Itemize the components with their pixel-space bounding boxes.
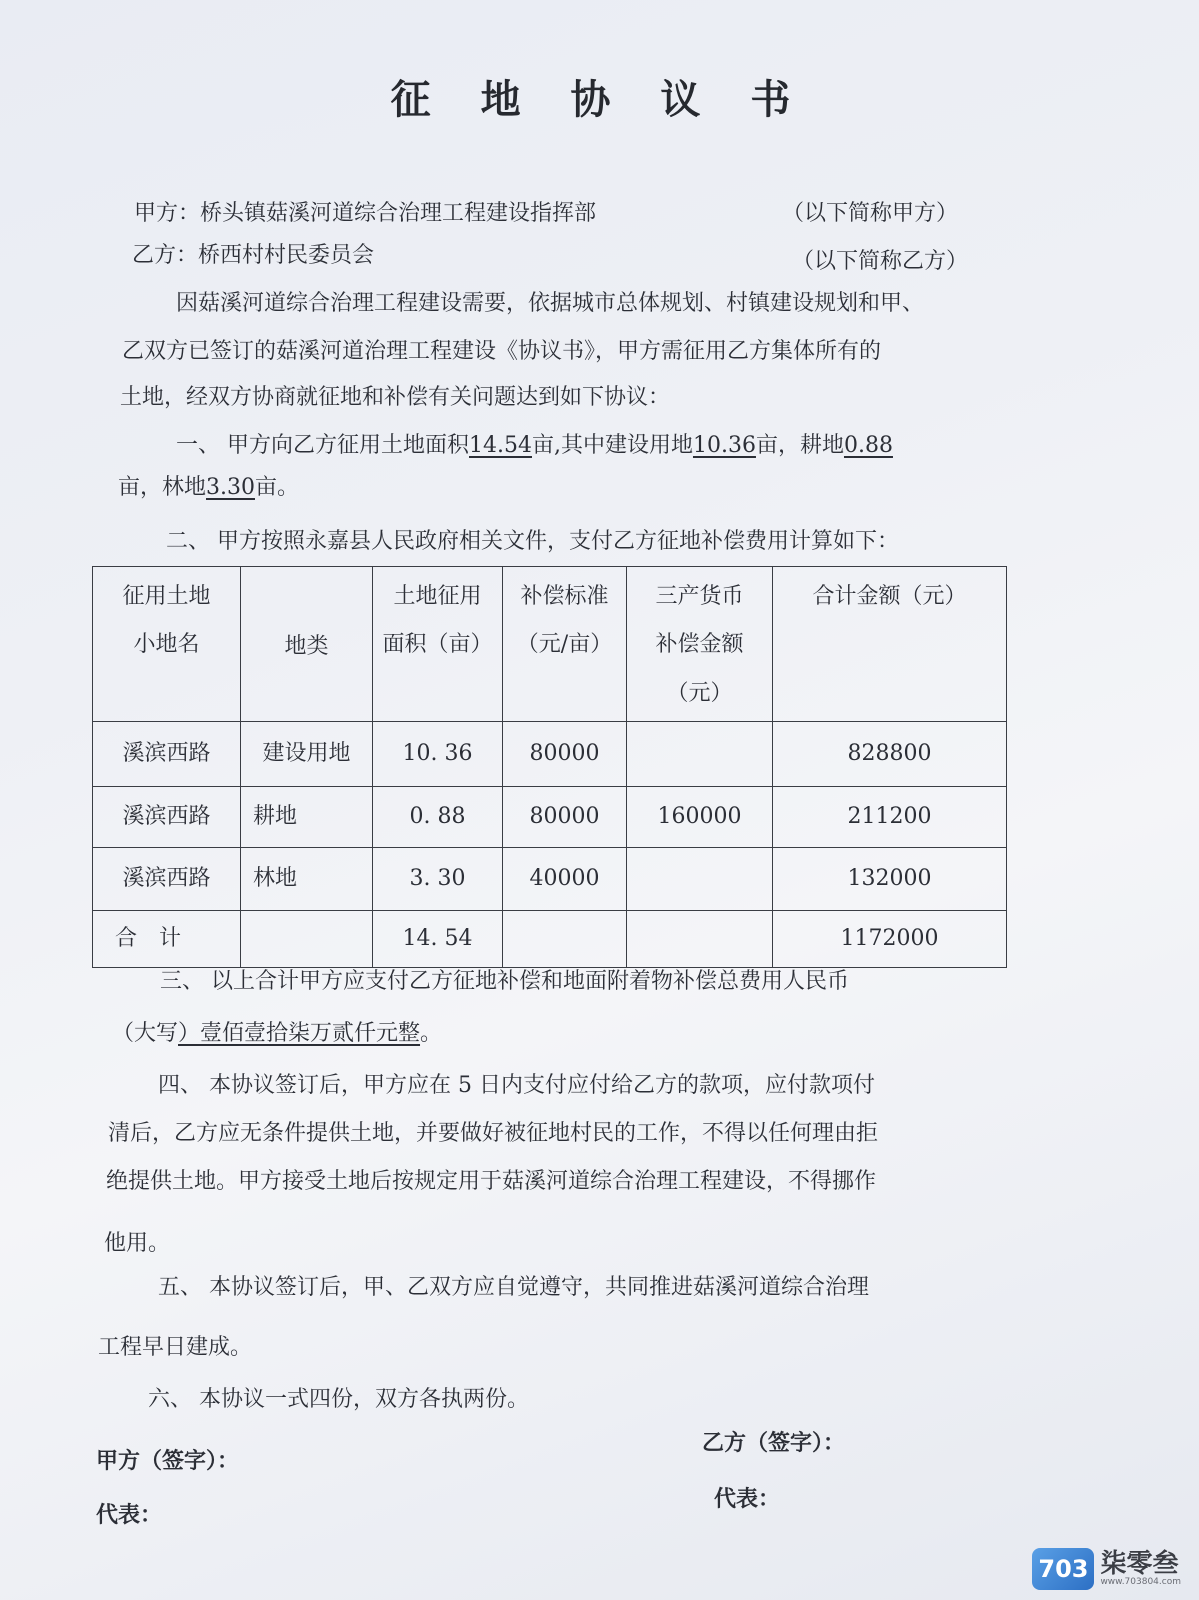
preamble-line-2: 乙双方已签订的菇溪河道治理工程建设《协议书》，甲方需征用乙方集体所有的	[122, 339, 882, 364]
party-b-representative-label: 代表：	[714, 1486, 781, 1512]
clause-4-line-3: 绝提供土地。甲方接受土地后按规定用于菇溪河道综合治理工程建设，不得挪作	[106, 1169, 877, 1194]
table-cell: 14. 54	[373, 910, 503, 967]
table-header-cell: 三产货币 补偿金额 （元）	[627, 567, 773, 722]
table-cell: 160000	[627, 786, 773, 847]
party-a-label: 甲方：	[134, 201, 201, 226]
table-header-cell: 土地征用 面积（亩）	[373, 567, 503, 722]
clause-4-line-2: 清后，乙方应无条件提供土地，并要做好被征地村民的工作，不得以任何理由拒	[108, 1121, 879, 1146]
party-b-signature-label: 乙方（签字）：	[702, 1430, 846, 1456]
table-cell: 10. 36	[373, 721, 503, 786]
table-cell: 132000	[773, 847, 1007, 910]
watermark-url: www.703804.com	[1100, 1577, 1181, 1587]
clause-5-line-2: 工程早日建成。	[98, 1335, 253, 1360]
site-watermark	[1032, 1548, 1181, 1590]
clause-4-line-1: 四、 本协议签订后，甲方应在 5 日内支付应付给乙方的款项，应付款项付	[158, 1073, 875, 1098]
clause-6: 六、 本协议一式四份，双方各执两份。	[148, 1387, 529, 1412]
party-a-line	[134, 196, 596, 227]
table-cell: 溪滨西路	[93, 786, 241, 847]
clause-3-suffix: 。	[420, 1021, 443, 1046]
amount-in-words: ）壹佰壹拾柒万贰仟元整	[178, 1021, 421, 1046]
party-a-note: （以下简称甲方）	[782, 201, 959, 226]
party-a-representative-label: 代表：	[96, 1502, 163, 1528]
build-area-value: 10.36	[692, 433, 756, 458]
party-a-signature-label: 甲方（签字）：	[96, 1448, 240, 1474]
document-title: 征 地 协 议 书	[390, 76, 809, 123]
party-b-label: 乙方：	[132, 243, 199, 268]
party-a-name: 桥头镇菇溪河道综合治理工程建设指挥部	[200, 201, 597, 226]
clause-3-prefix: （大写	[112, 1021, 179, 1046]
table-cell	[503, 910, 627, 967]
table-cell	[241, 910, 373, 967]
clause-4-line-4: 他用。	[104, 1231, 171, 1256]
preamble-line-1: 因菇溪河道综合治理工程建设需要，依据城市总体规划、村镇建设规划和甲、	[176, 291, 925, 316]
table-cell: 828800	[773, 721, 1007, 786]
table-row	[93, 910, 1007, 967]
clause-1-mid1: 亩,其中建设用地	[531, 433, 693, 458]
forest-area-value: 3.30	[206, 475, 255, 500]
table-cell: 林地	[241, 847, 373, 910]
table-cell: 80000	[503, 786, 627, 847]
clause-1-line-1	[176, 428, 893, 459]
table-header-row	[93, 567, 1007, 722]
party-b-note: （以下简称乙方）	[792, 249, 969, 274]
table-cell: 80000	[503, 721, 627, 786]
clause-5-line-1: 五、 本协议签订后，甲、乙双方应自觉遵守，共同推进菇溪河道综合治理	[158, 1275, 869, 1300]
table-row	[93, 847, 1007, 910]
clause-1-line2-suffix: 亩。	[255, 475, 300, 500]
table-cell	[627, 847, 773, 910]
compensation-table	[92, 566, 1007, 968]
table-cell	[627, 721, 773, 786]
table-cell: 建设用地	[241, 721, 373, 786]
clause-1-line-2	[118, 470, 299, 501]
table-header-cell: 合计金额（元）	[773, 567, 1007, 722]
table-row	[93, 721, 1007, 786]
table-cell: 211200	[773, 786, 1007, 847]
clause-3-line-2	[112, 1016, 442, 1047]
party-b-name: 桥西村村民委员会	[198, 243, 375, 268]
table-cell: 3. 30	[373, 847, 503, 910]
clause-2: 二、 甲方按照永嘉县人民政府相关文件，支付乙方征地补偿费用计算如下：	[166, 529, 899, 554]
party-b-line	[132, 238, 374, 269]
watermark-name: 柒零叁	[1100, 1549, 1179, 1579]
table-cell: 0. 88	[373, 786, 503, 847]
clause-1-prefix: 一、 甲方向乙方征用土地面积	[176, 433, 469, 458]
table-cell: 1172000	[773, 910, 1007, 967]
table-cell: 40000	[503, 847, 627, 910]
clause-1-line2-prefix: 亩，林地	[118, 475, 207, 500]
table-cell: 耕地	[241, 786, 373, 847]
table-header-cell: 征用土地 小地名	[93, 567, 241, 722]
preamble-line-3: 土地，经双方协商就征地和补偿有关问题达到如下协议：	[120, 385, 671, 410]
table-cell: 溪滨西路	[93, 847, 241, 910]
table-header-cell: 地类	[241, 567, 373, 722]
table-cell: 合 计	[93, 910, 241, 967]
table-cell: 溪滨西路	[93, 721, 241, 786]
watermark-logo-icon: 703	[1032, 1548, 1094, 1590]
total-area-value: 14.54	[469, 433, 532, 458]
farm-area-value: 0.88	[843, 433, 893, 458]
table-row	[93, 786, 1007, 847]
table-header-cell: 补偿标准 （元/亩）	[503, 567, 627, 722]
clause-3-line-1: 三、 以上合计甲方应支付乙方征地补偿和地面附着物补偿总费用人民币	[160, 969, 849, 994]
table-cell	[627, 910, 773, 967]
clause-1-mid2: 亩，耕地	[755, 433, 844, 458]
